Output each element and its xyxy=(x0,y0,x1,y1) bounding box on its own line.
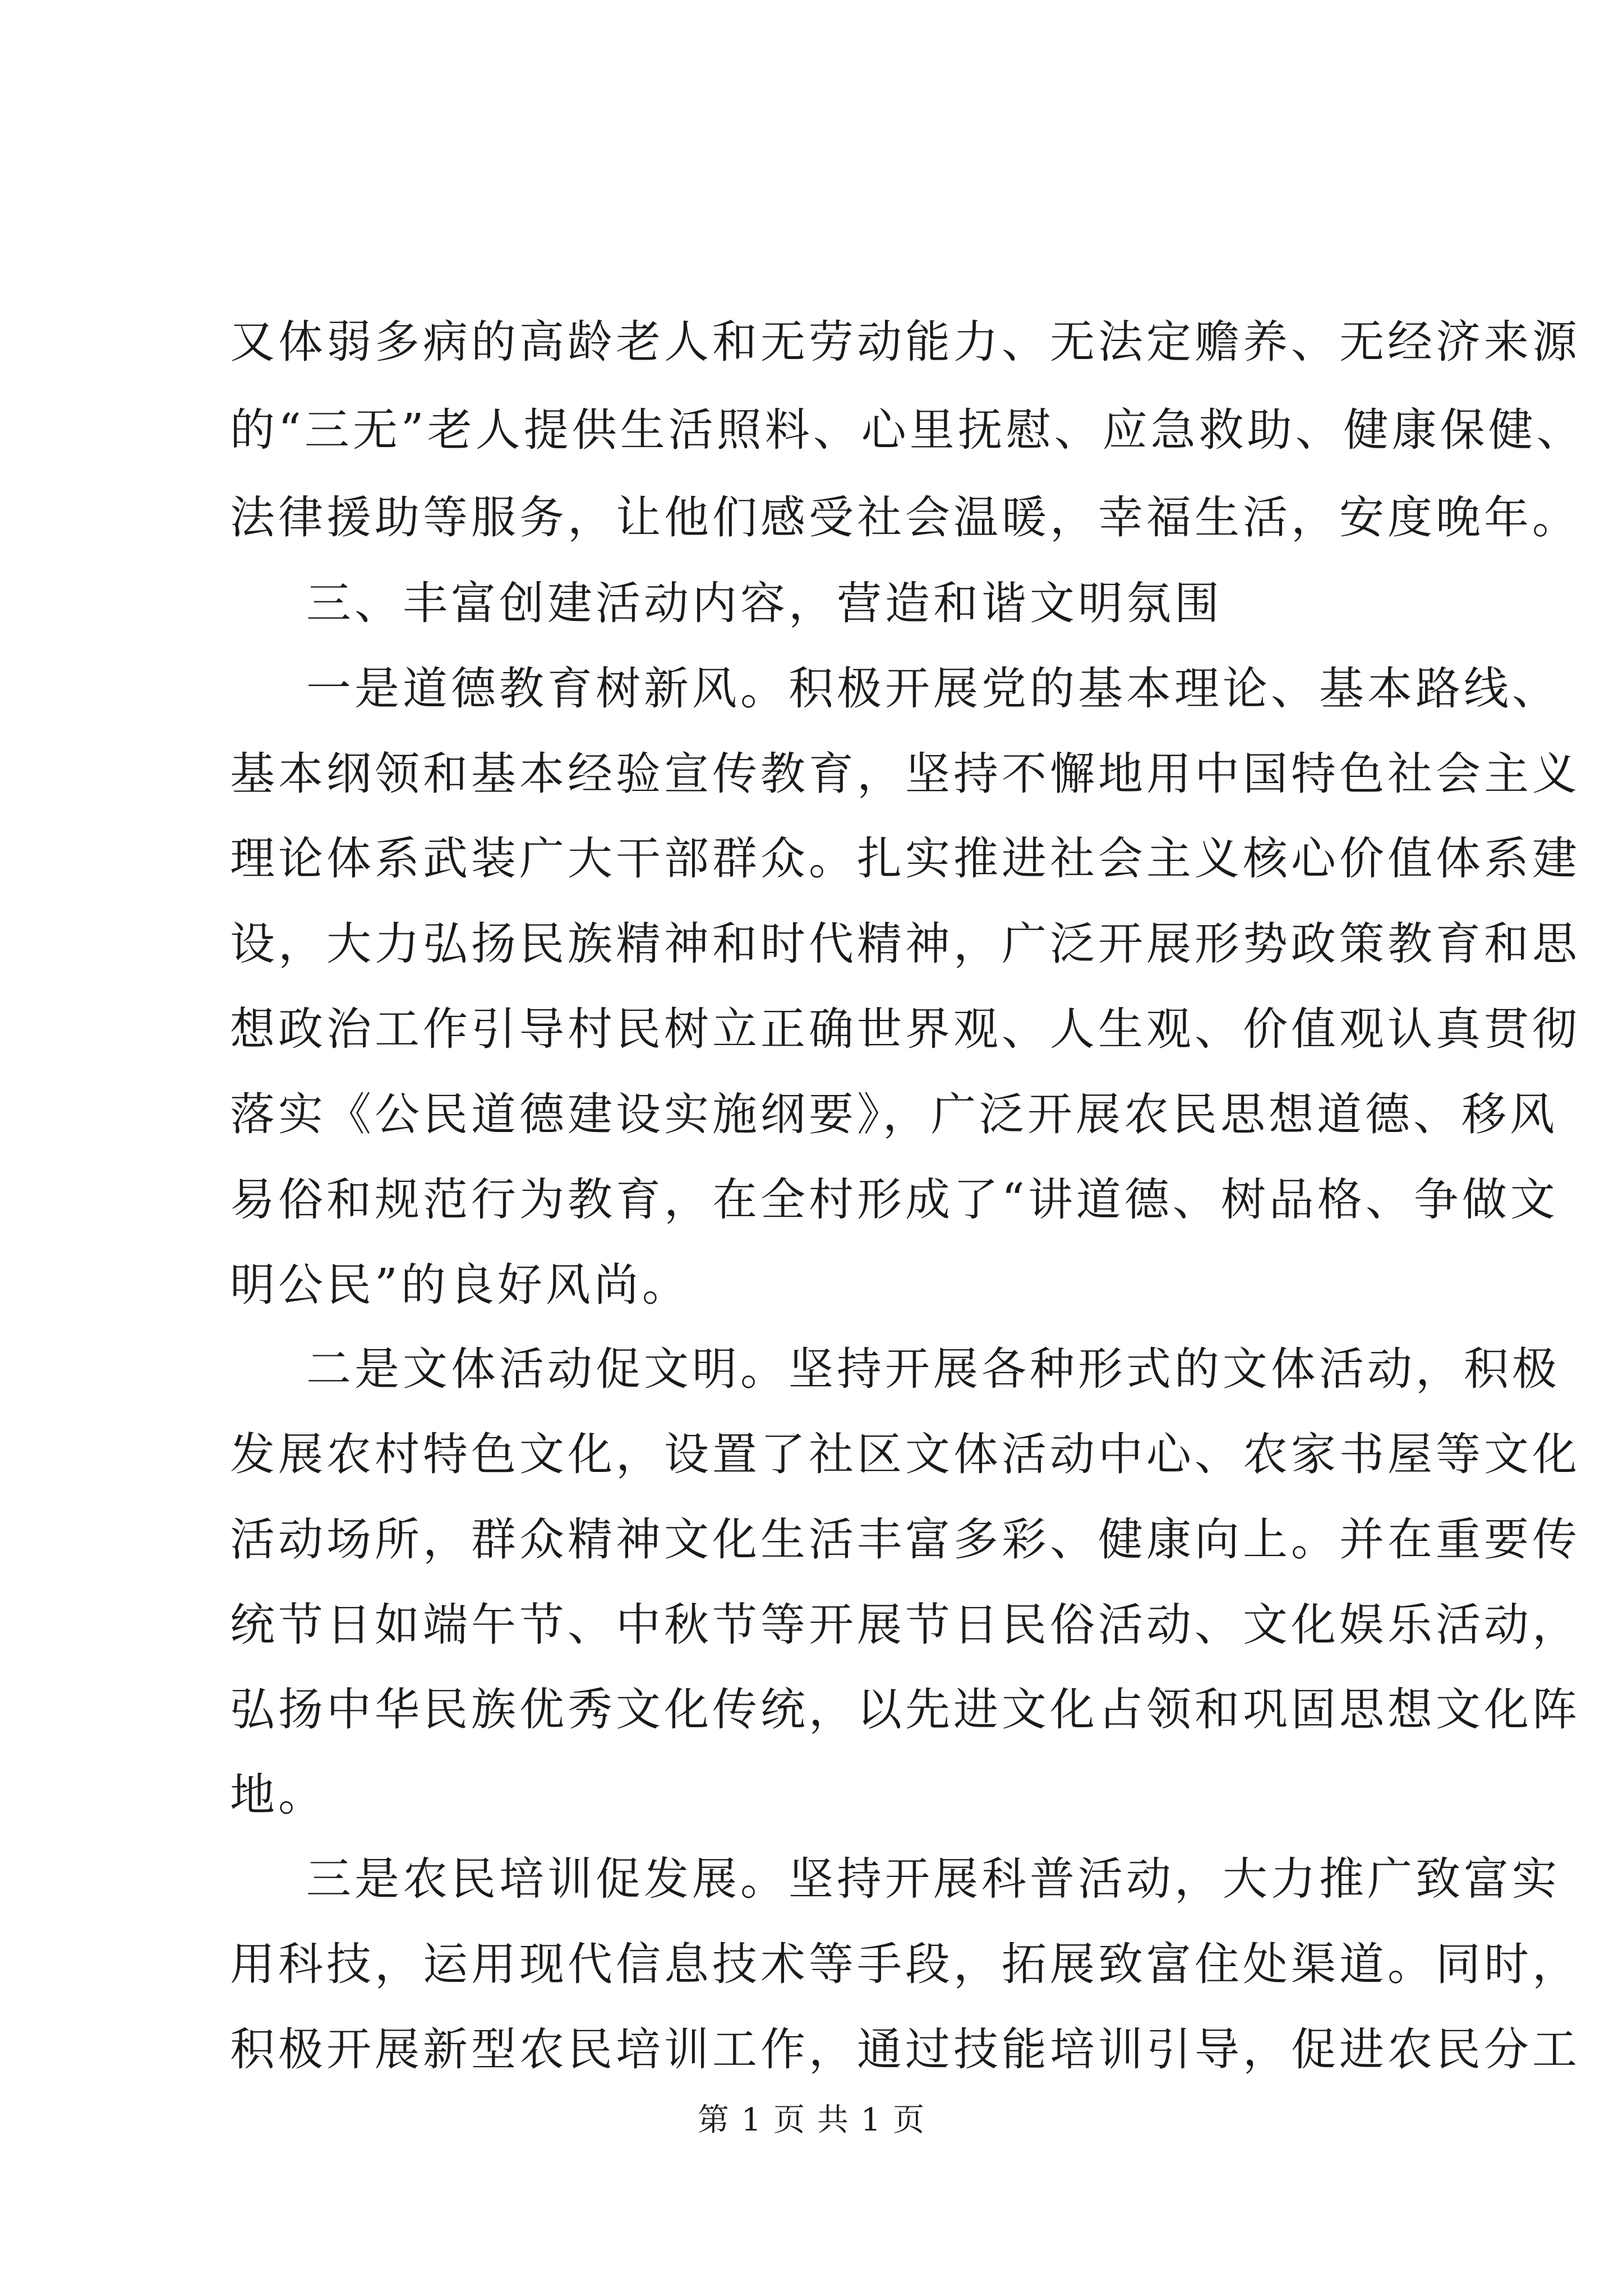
text-line-9: 想政治工作引导村民树立正确世界观、人生观、价值观认真贯彻 xyxy=(230,1003,1580,1055)
text-line-1: 又体弱多病的高龄老人和无劳动能力、无法定赡养、无经济来源 xyxy=(230,316,1580,368)
text-line-21: 积极开展新型农民培训工作，通过技能培训引导，促进农民分工 xyxy=(230,2023,1580,2076)
text-line-10: 落实《公民道德建设实施纲要》，广泛开展农民思想道德、移风 xyxy=(230,1088,1558,1140)
text-line-18: 地。 xyxy=(230,1769,326,1821)
text-line-3: 法律援助等服务，让他们感受社会温暖，幸福生活，安度晚年。 xyxy=(230,491,1580,544)
text-line-12: 明公民”的良好风尚。 xyxy=(230,1259,690,1311)
text-line-17: 弘扬中华民族优秀文化传统，以先进文化占领和巩固思想文化阵 xyxy=(230,1683,1580,1736)
text-line-11: 易俗和规范行为教育，在全村形成了“讲道德、树品格、争做文 xyxy=(230,1174,1559,1226)
text-line-6: 基本纲领和基本经验宣传教育，坚持不懈地用中国特色社会主义 xyxy=(230,748,1580,800)
text-line-5: 一是道德教育树新风。积极开展党的基本理论、基本路线、 xyxy=(306,662,1560,715)
text-line-13: 二是文体活动促文明。坚持开展各种形式的文体活动，积极 xyxy=(306,1343,1560,1395)
text-line-15: 活动场所，群众精神文化生活丰富多彩、健康向上。并在重要传 xyxy=(230,1513,1580,1566)
text-line-19: 三是农民培训促发展。坚持开展科普活动，大力推广致富实 xyxy=(306,1853,1560,1905)
text-line-2: 的“三无”老人提供生活照料、心里抚慰、应急救助、健康保健、 xyxy=(230,404,1585,456)
text-line-20: 用科技，运用现代信息技术等手段，拓展致富住处渠道。同时， xyxy=(230,1938,1580,1990)
page-footer: 第 1 页 共 1 页 xyxy=(697,2102,926,2138)
section-heading: 三、丰富创建活动内容，营造和谐文明氛围 xyxy=(306,577,1223,629)
text-line-14: 发展农村特色文化，设置了社区文体活动中心、农家书屋等文化 xyxy=(230,1428,1580,1480)
text-line-16: 统节日如端午节、中秋节等开展节日民俗活动、文化娱乐活动， xyxy=(230,1599,1580,1651)
text-line-8: 设，大力弘扬民族精神和时代精神，广泛开展形势政策教育和思 xyxy=(230,918,1580,970)
text-line-7: 理论体系武装广大干部群众。扎实推进社会主义核心价值体系建 xyxy=(230,832,1580,885)
